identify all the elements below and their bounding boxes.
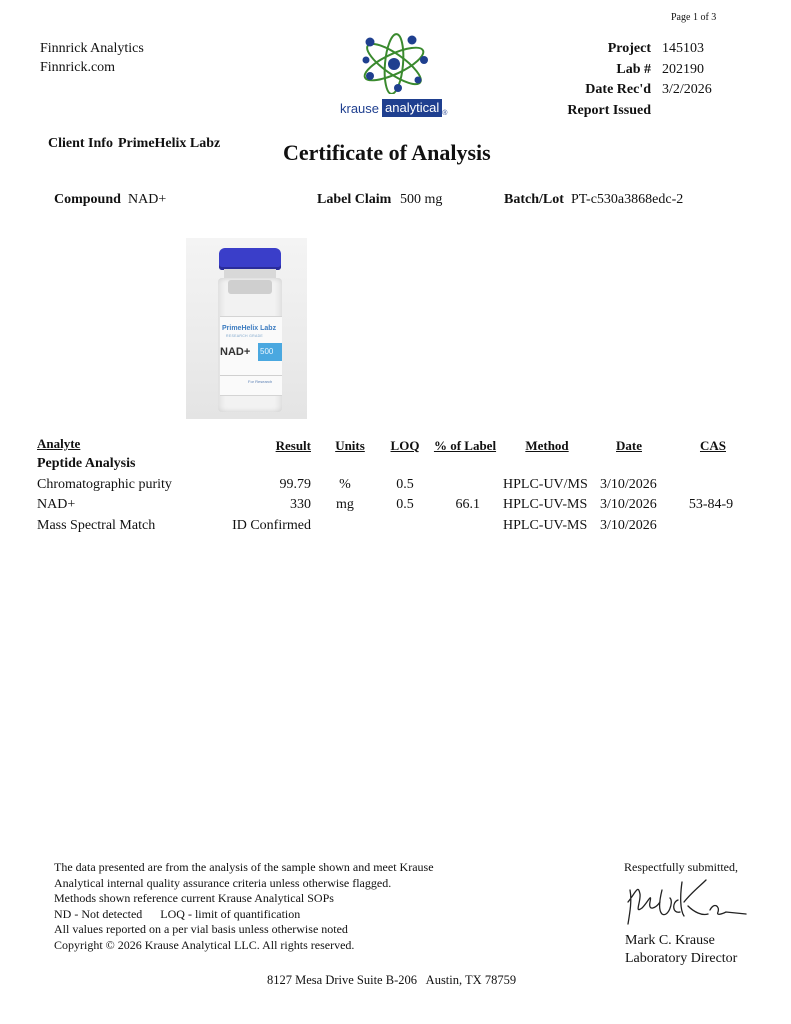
- date-received-value: 3/2/2026: [662, 82, 712, 97]
- label-claim-label: Label Claim: [317, 192, 392, 207]
- atom-icon: [338, 30, 454, 94]
- footer-note: ND - Not detected LOQ - limit of quantification: [54, 906, 301, 921]
- cell-units: mg: [336, 497, 354, 512]
- vial-cap: [219, 248, 281, 270]
- cell-analyte: Mass Spectral Match: [37, 518, 156, 533]
- batch-lot-value: PT-c530a3868edc-2: [571, 192, 684, 207]
- col-header-result: Result: [275, 438, 311, 453]
- cell-pct-label: 66.1: [455, 497, 480, 512]
- krause-analytical-logo: [338, 30, 454, 120]
- label-claim-value: 500 mg: [400, 192, 443, 207]
- vial-brand: PrimeHelix Labz: [222, 325, 277, 332]
- cell-analyte: NAD+: [37, 497, 76, 512]
- footer-note: The data presented are from the analysis of the sample shown and meet Krause: [54, 860, 434, 874]
- col-header-cas: CAS: [699, 438, 726, 453]
- logo-registered-mark: ®: [442, 110, 448, 117]
- date-received-label: Date Rec'd: [585, 82, 651, 97]
- cell-date: 3/10/2026: [600, 518, 657, 533]
- signer-title: Laboratory Director: [625, 951, 738, 966]
- report-issued-label: Report Issued: [567, 103, 651, 118]
- company-website[interactable]: Finnrick.com: [40, 60, 116, 75]
- cell-method: HPLC-UV-MS: [503, 497, 588, 512]
- cell-loq: 0.5: [396, 497, 414, 512]
- footer-note: Methods shown reference current Krause Analytical SOPs: [54, 891, 334, 905]
- lab-number-value: 202190: [662, 62, 704, 77]
- footer-note: Analytical internal quality assurance criteria unless otherwise flagged.: [54, 875, 392, 890]
- signature-image: [622, 872, 752, 932]
- sample-vial-photo: [186, 238, 307, 419]
- cell-loq: 0.5: [396, 477, 414, 492]
- logo-text-krause: krause: [340, 100, 380, 116]
- vial-stopper: [228, 280, 272, 294]
- cell-analyte: Chromatographic purity: [37, 477, 172, 492]
- vial-note: For Research: [248, 379, 273, 384]
- lab-address: 8127 Mesa Drive Suite B-206 Austin, TX 78759: [267, 973, 517, 987]
- section-peptide-analysis: Peptide Analysis: [37, 456, 136, 471]
- page-title: Certificate of Analysis: [283, 140, 491, 165]
- project-label: Project: [607, 41, 651, 56]
- lab-number-label: Lab #: [616, 62, 651, 77]
- signature-icon: [622, 872, 752, 932]
- vial-strength: 500: [258, 343, 282, 361]
- compound-value: NAD+: [128, 192, 167, 207]
- logo-text-analytical: analytical: [382, 99, 442, 117]
- page-number: Page 1 of 3: [671, 12, 717, 23]
- client-info-value: PrimeHelix Labz: [118, 136, 221, 151]
- cell-units: %: [339, 477, 351, 492]
- cell-cas: 53-84-9: [688, 497, 734, 512]
- compound-label: Compound: [54, 192, 121, 207]
- cell-method: HPLC-UV-MS: [503, 518, 588, 533]
- cell-date: 3/10/2026: [600, 477, 657, 492]
- cell-result: 99.79: [279, 477, 311, 492]
- vial-product: NAD+: [220, 346, 251, 358]
- footer-note: Copyright © 2026 Krause Analytical LLC. All rights reserved.: [54, 937, 355, 952]
- company-name: Finnrick Analytics: [40, 41, 144, 56]
- signer-name: Mark C. Krause: [625, 933, 715, 948]
- cell-date: 3/10/2026: [600, 497, 657, 512]
- col-header-date: Date: [616, 438, 642, 453]
- footer-notes: [54, 860, 434, 953]
- respectfully-submitted: Respectfully submitted,: [624, 860, 738, 874]
- cell-result: ID Confirmed: [232, 518, 311, 533]
- client-info-label: Client Info: [48, 136, 113, 151]
- vial-brand-sub: RESEARCH GRADE: [226, 334, 264, 338]
- footer-note: All values reported on a per vial basis unless otherwise noted: [54, 922, 348, 936]
- col-header-method: Method: [525, 438, 569, 453]
- vial-label: [220, 316, 282, 396]
- batch-lot-label: Batch/Lot: [504, 192, 564, 207]
- col-header-analyte: Analyte: [37, 436, 81, 451]
- col-header-loq: LOQ: [390, 438, 420, 453]
- cell-method: HPLC-UV/MS: [503, 477, 588, 492]
- cell-result: 330: [290, 497, 311, 512]
- col-header-pct-label: % of Label: [433, 438, 497, 453]
- col-header-units: Units: [335, 438, 365, 453]
- project-value: 145103: [662, 41, 704, 56]
